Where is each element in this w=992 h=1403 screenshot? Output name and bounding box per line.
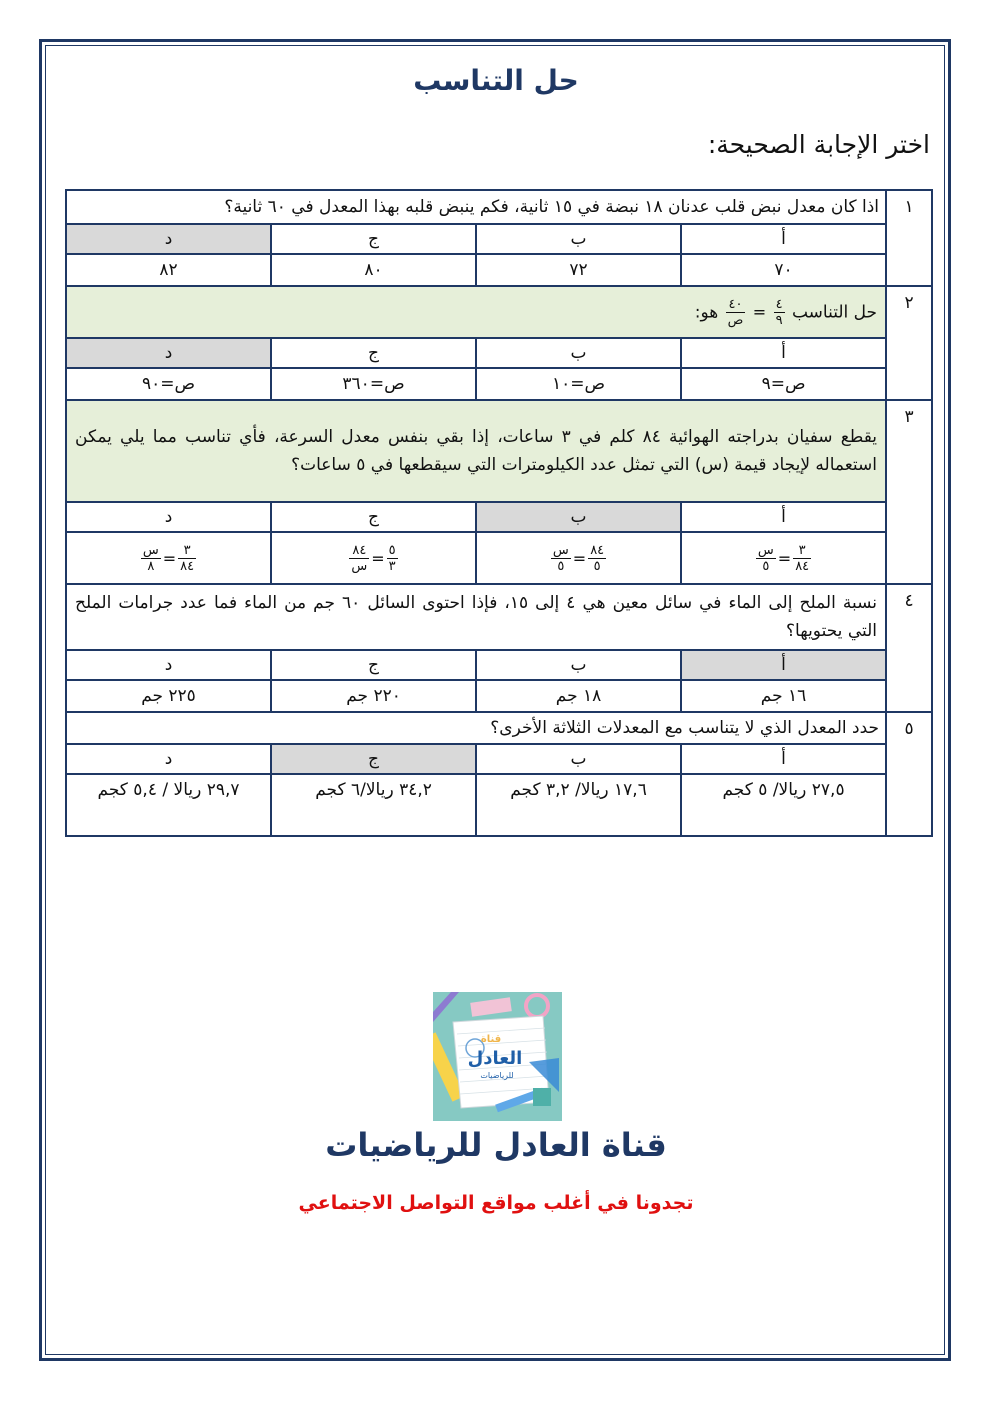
fraction-right: $\frac{٤٠}{\text{ص}}$ bbox=[727, 296, 744, 328]
channel-name: قناة العادل للرياضيات bbox=[325, 1126, 667, 1164]
option-label-c[interactable]: ج bbox=[271, 502, 476, 532]
fraction-left: $\frac{٤}{٩}$ bbox=[775, 296, 783, 328]
option-label-a[interactable]: أ bbox=[681, 744, 886, 774]
option-label-c[interactable]: ج bbox=[271, 744, 476, 774]
options-row-5 bbox=[66, 744, 932, 774]
question-text: نسبة الملح إلى الماء في سائل معين هي ٤ إلى ١٥، فإذا احتوى السائل ٦٠ جم من الماء فما عدد جرامات الملح التي يحتويها؟ bbox=[66, 584, 886, 650]
answer-d[interactable]: ٨٢ bbox=[66, 254, 271, 286]
option-label-d[interactable]: د bbox=[66, 224, 271, 254]
answer-b[interactable]: ٧٢ bbox=[476, 254, 681, 286]
options-row-1 bbox=[66, 224, 932, 254]
question-row-4 bbox=[66, 584, 932, 650]
svg-text:قناة: قناة bbox=[480, 1034, 502, 1045]
question-number: ١ bbox=[886, 190, 932, 286]
answer-b[interactable]: ١٧,٦ ريالا/ ٣,٢ كجم bbox=[476, 774, 681, 836]
answers-row-1 bbox=[66, 254, 932, 286]
question-row-1 bbox=[66, 190, 932, 224]
answer-c[interactable]: ص=٣٦٠ bbox=[271, 368, 476, 400]
answer-b[interactable]: ١٨ جم bbox=[476, 680, 681, 712]
social-text: تجدونا في أغلب مواقع التواصل الاجتماعي bbox=[298, 1192, 694, 1214]
option-label-d[interactable]: د bbox=[66, 338, 271, 368]
answers-row-2 bbox=[66, 368, 932, 400]
question-text: حدد المعدل الذي لا يتناسب مع المعدلات الثلاثة الأخرى؟ bbox=[66, 712, 886, 744]
option-label-b[interactable]: ب bbox=[476, 650, 681, 680]
answer-d[interactable]: ٢٩,٧ ريالا / ٥,٤ كجم bbox=[66, 774, 271, 836]
svg-text:العادل: العادل bbox=[467, 1048, 523, 1069]
answer-c[interactable]: $\frac{٥}{٣}$ = $\frac{٨٤}{\text{س}}$ bbox=[271, 532, 476, 584]
question-text: حل التناسب $\frac{٤}{٩}$ = $\frac{٤٠}{\text{ص}}$ هو: bbox=[66, 286, 886, 338]
answer-b[interactable]: $\frac{٨٤}{٥}$ = $\frac{\text{س}}{٥}$ bbox=[476, 532, 681, 584]
answer-a[interactable]: $\frac{٣}{٨٤}$ = $\frac{\text{س}}{٥}$ bbox=[681, 532, 886, 584]
questions-table bbox=[65, 189, 933, 837]
question-number: ٣ bbox=[886, 400, 932, 584]
options-row-2 bbox=[66, 338, 932, 368]
answer-b[interactable]: ص=١٠ bbox=[476, 368, 681, 400]
answers-row-4 bbox=[66, 680, 932, 712]
answer-a[interactable]: ص=٩ bbox=[681, 368, 886, 400]
svg-text:للرياضيات: للرياضيات bbox=[480, 1071, 514, 1080]
answer-a[interactable]: ٧٠ bbox=[681, 254, 886, 286]
option-label-a[interactable]: أ bbox=[681, 224, 886, 254]
options-row-3 bbox=[66, 502, 932, 532]
option-label-d[interactable]: د bbox=[66, 650, 271, 680]
option-label-b[interactable]: ب bbox=[476, 338, 681, 368]
answer-c[interactable]: ٣٤,٢ ريالا/٦ كجم bbox=[271, 774, 476, 836]
instruction-text: اختر الإجابة الصحيحة: bbox=[707, 130, 930, 159]
option-label-c[interactable]: ج bbox=[271, 224, 476, 254]
option-label-a[interactable]: أ bbox=[681, 502, 886, 532]
option-label-c[interactable]: ج bbox=[271, 650, 476, 680]
options-row-4 bbox=[66, 650, 932, 680]
option-label-a[interactable]: أ bbox=[681, 338, 886, 368]
option-label-b[interactable]: ب bbox=[476, 502, 681, 532]
answers-row-3 bbox=[66, 532, 932, 584]
question-row-5 bbox=[66, 712, 932, 744]
logo-illustration bbox=[433, 992, 562, 1121]
answer-c[interactable]: ٨٠ bbox=[271, 254, 476, 286]
question-row-2 bbox=[66, 286, 932, 338]
answer-d[interactable]: ٢٢٥ جم bbox=[66, 680, 271, 712]
option-label-b[interactable]: ب bbox=[476, 224, 681, 254]
question-row-3 bbox=[66, 400, 932, 502]
answers-row-5 bbox=[66, 774, 932, 836]
option-label-d[interactable]: د bbox=[66, 502, 271, 532]
option-label-d[interactable]: د bbox=[66, 744, 271, 774]
question-number: ٤ bbox=[886, 584, 932, 712]
answer-a[interactable]: ٢٧,٥ ريالا/ ٥ كجم bbox=[681, 774, 886, 836]
question-number: ٢ bbox=[886, 286, 932, 400]
question-text-after: هو: bbox=[694, 302, 719, 322]
page-title: حل التناسب bbox=[413, 64, 579, 97]
answer-d[interactable]: ص=٩٠ bbox=[66, 368, 271, 400]
question-number: ٥ bbox=[886, 712, 932, 836]
answer-a[interactable]: ١٦ جم bbox=[681, 680, 886, 712]
answer-c[interactable]: ٢٢٠ جم bbox=[271, 680, 476, 712]
option-label-a[interactable]: أ bbox=[681, 650, 886, 680]
question-text-before: حل التناسب bbox=[791, 302, 878, 322]
answer-d[interactable]: $\frac{٣}{٨٤}$ = $\frac{\text{س}}{٨}$ bbox=[66, 532, 271, 584]
channel-logo bbox=[433, 992, 562, 1121]
question-text: يقطع سفيان بدراجته الهوائية ٨٤ كلم في ٣ ساعات، إذا بقي بنفس معدل السرعة، فأي تناسب مما يلي يمكن استعماله لإيجاد قيمة (س) التي تمثل عدد الكيلومترات التي سيقطعها في ٥ ساعات؟ bbox=[66, 400, 886, 502]
question-text: اذا كان معدل نبض قلب عدنان ١٨ نبضة في ١٥ ثانية، فكم ينبض قلبه بهذا المعدل في ٦٠ ثانية؟ bbox=[66, 190, 886, 224]
option-label-c[interactable]: ج bbox=[271, 338, 476, 368]
option-label-b[interactable]: ب bbox=[476, 744, 681, 774]
